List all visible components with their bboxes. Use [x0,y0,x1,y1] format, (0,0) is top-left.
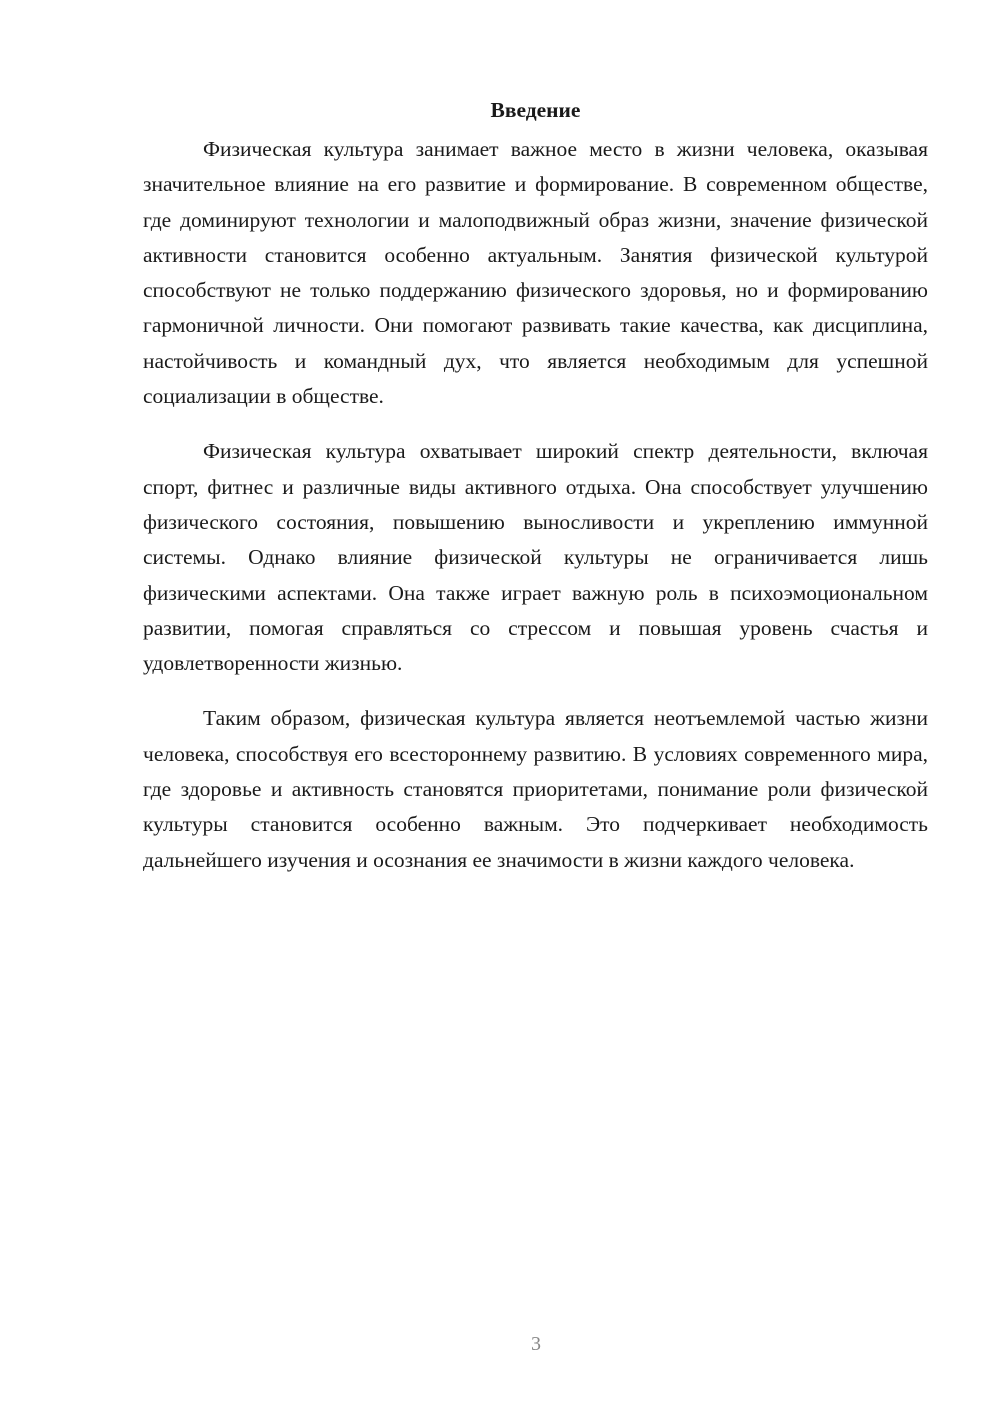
section-title: Введение [490,98,581,122]
paragraph-1: Физическая культура занимает важное место в жизни человека, оказывая значительное влияние на его развитие и формирование. В современном обществе, где доминируют технологии и малоподвижный образ жизни, значение физической активности становится особенно актуальным. Занятия физической культурой способствуют не только поддержанию физического здоровья, но и формированию гармоничной личности. Они помогают развивать такие качества, как дисциплина, настойчивость и командный дух, что является необходимым для успешной социализации в обществе. [143,137,928,409]
page-number: 3 [531,1333,541,1355]
paragraph-2: Физическая культура охватывает широкий спектр деятельности, включая спорт, фитнес и различные виды активного отдыха. Она способствует улучшению физического состояния, повышению выносливости и укреплению иммунной системы. Однако влияние физической культуры не ограничивается лишь физическими аспектами. Она также играет важную роль в психоэмоциональном развитии, помогая справляться со стрессом и повышая уровень счастья и удовлетворенности жизнью. [143,439,928,676]
page-content [143,93,928,878]
paragraph-3: Таким образом, физическая культура является неотъемлемой частью жизни человека, способствуя его всестороннему развитию. В условиях современного мира, где здоровье и активность становятся приоритетами, понимание роли физической культуры становится особенно важным. Это подчеркивает необходимость дальнейшего изучения и осознания ее значимости в жизни каждого человека. [143,706,928,872]
